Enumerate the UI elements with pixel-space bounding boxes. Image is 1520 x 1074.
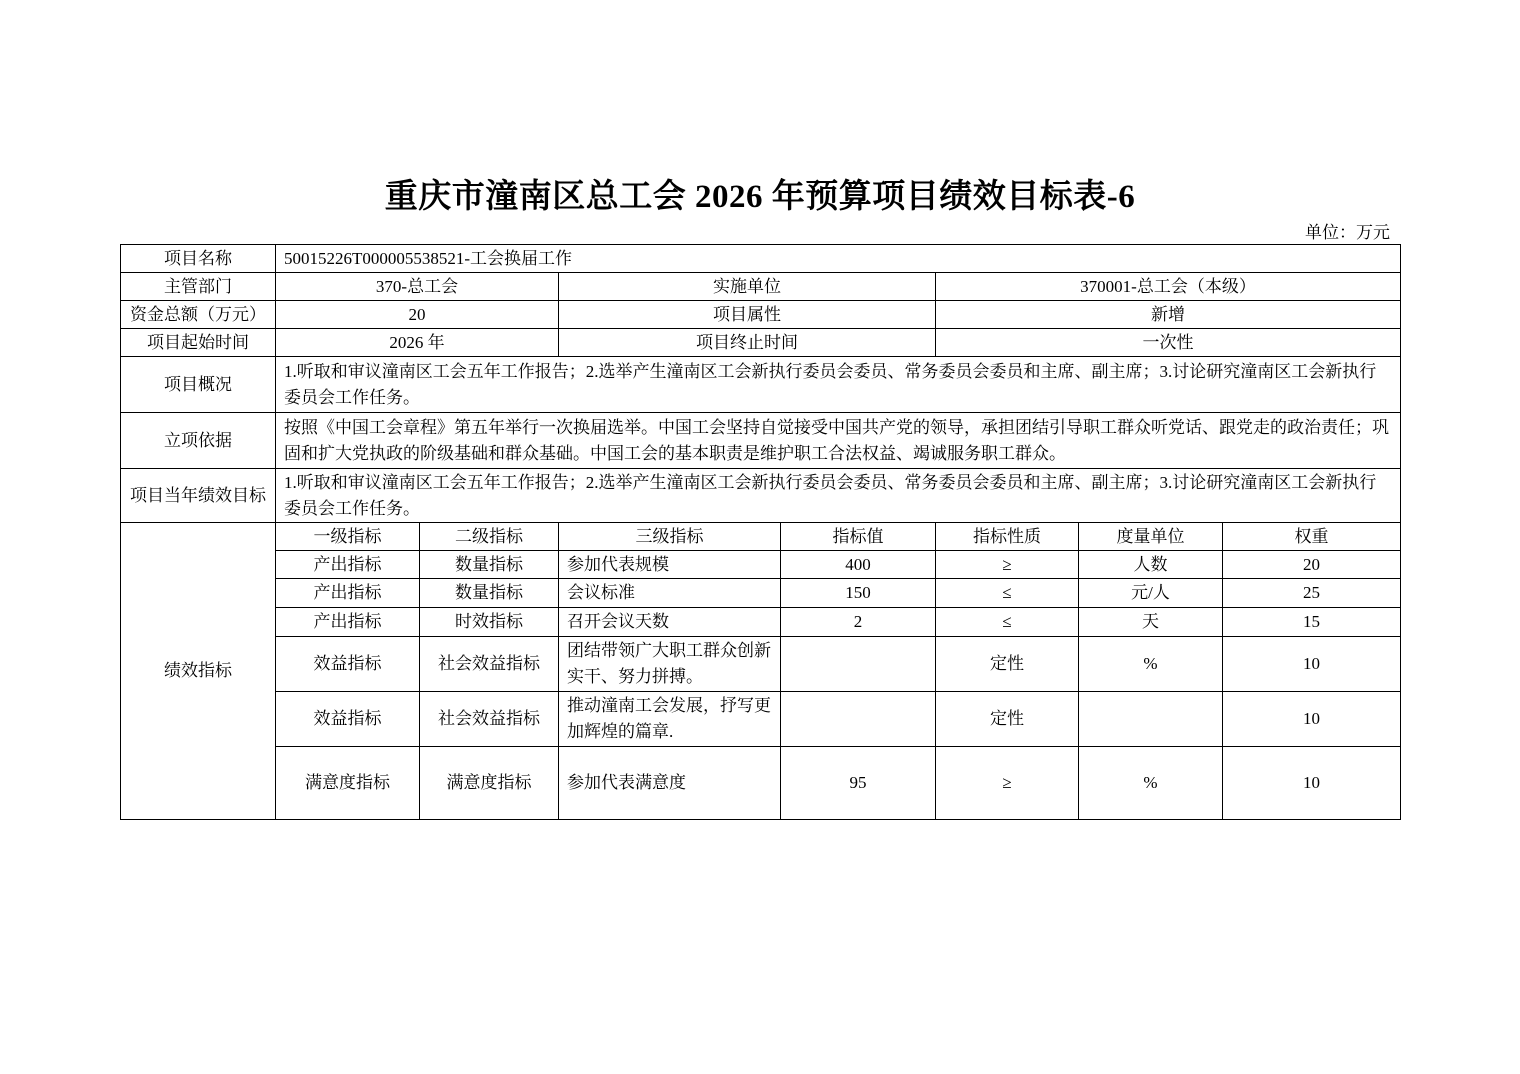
- indicator-level2: 数量指标: [420, 579, 559, 608]
- attr-label: 项目属性: [559, 301, 936, 329]
- indicator-unit: %: [1079, 637, 1223, 692]
- goal-value: 1.听取和审议潼南区工会五年工作报告；2.选举产生潼南区工会新执行委员会委员、常务委员会委员和主席、副主席；3.讨论研究潼南区工会新执行委员会工作任务。: [276, 469, 1401, 523]
- row-project-name: [121, 245, 1401, 273]
- indicator-nature: ≤: [936, 579, 1079, 608]
- indicator-nature: ≥: [936, 551, 1079, 579]
- overview-label: 项目概况: [121, 357, 276, 413]
- dept-value: 370-总工会: [276, 273, 559, 301]
- row-time: [121, 329, 1401, 357]
- indicator-level1: 满意度指标: [276, 747, 420, 820]
- indicator-row: [121, 637, 1401, 692]
- attr-value: 新增: [936, 301, 1401, 329]
- indicator-level1: 效益指标: [276, 637, 420, 692]
- header-unit: 度量单位: [1079, 523, 1223, 551]
- row-basis: [121, 413, 1401, 469]
- indicator-row: [121, 579, 1401, 608]
- indicator-level3: 参加代表规模: [559, 551, 781, 579]
- header-nature: 指标性质: [936, 523, 1079, 551]
- dept-label: 主管部门: [121, 273, 276, 301]
- basis-value: 按照《中国工会章程》第五年举行一次换届选举。中国工会坚持自觉接受中国共产党的领导，承担团结引导职工群众听党话、跟党走的政治责任；巩固和扩大党执政的阶级基础和群众基础。中国工会的基本职责是维护职工合法权益、竭诚服务职工群众。: [276, 413, 1401, 469]
- funds-label: 资金总额（万元）: [121, 301, 276, 329]
- indicator-level2: 时效指标: [420, 608, 559, 637]
- indicator-value: 400: [781, 551, 936, 579]
- indicator-row: [121, 747, 1401, 820]
- indicator-header-row: [121, 523, 1401, 551]
- indicator-weight: 10: [1223, 692, 1401, 747]
- header-level2: 二级指标: [420, 523, 559, 551]
- indicator-level2: 社会效益指标: [420, 637, 559, 692]
- indicator-weight: 10: [1223, 747, 1401, 820]
- indicator-unit: 元/人: [1079, 579, 1223, 608]
- indicator-value: [781, 637, 936, 692]
- impl-label: 实施单位: [559, 273, 936, 301]
- performance-table: [120, 244, 1401, 820]
- page-title: 重庆市潼南区总工会 2026 年预算项目绩效目标表-6: [384, 179, 1136, 215]
- unit-label: 单位：万元: [1305, 223, 1390, 242]
- indicator-value: 150: [781, 579, 936, 608]
- indicator-level1: 效益指标: [276, 692, 420, 747]
- indicator-nature: ≥: [936, 747, 1079, 820]
- indicator-level2: 社会效益指标: [420, 692, 559, 747]
- indicator-row: [121, 692, 1401, 747]
- indicator-unit: %: [1079, 747, 1223, 820]
- indicator-level3: 会议标准: [559, 579, 781, 608]
- indicator-nature: 定性: [936, 692, 1079, 747]
- indicator-nature: ≤: [936, 608, 1079, 637]
- row-dept: [121, 273, 1401, 301]
- goal-label: 项目当年绩效目标: [121, 469, 276, 523]
- indicator-level2: 数量指标: [420, 551, 559, 579]
- indicator-nature: 定性: [936, 637, 1079, 692]
- overview-value: 1.听取和审议潼南区工会五年工作报告；2.选举产生潼南区工会新执行委员会委员、常务委员会委员和主席、副主席；3.讨论研究潼南区工会新执行委员会工作任务。: [276, 357, 1401, 413]
- indicator-weight: 10: [1223, 637, 1401, 692]
- header-level1: 一级指标: [276, 523, 420, 551]
- end-label: 项目终止时间: [559, 329, 936, 357]
- basis-label: 立项依据: [121, 413, 276, 469]
- indicator-level2: 满意度指标: [420, 747, 559, 820]
- start-value: 2026 年: [276, 329, 559, 357]
- indicator-unit: [1079, 692, 1223, 747]
- header-value: 指标值: [781, 523, 936, 551]
- indicator-row: [121, 551, 1401, 579]
- indicator-level3: 推动潼南工会发展，抒写更加辉煌的篇章.: [559, 692, 781, 747]
- funds-value: 20: [276, 301, 559, 329]
- start-label: 项目起始时间: [121, 329, 276, 357]
- end-value: 一次性: [936, 329, 1401, 357]
- impl-value: 370001-总工会（本级）: [936, 273, 1401, 301]
- header-weight: 权重: [1223, 523, 1401, 551]
- indicator-weight: 25: [1223, 579, 1401, 608]
- indicator-row: [121, 608, 1401, 637]
- project-name-label: 项目名称: [121, 245, 276, 273]
- indicator-level3: 参加代表满意度: [559, 747, 781, 820]
- row-goal: [121, 469, 1401, 523]
- indicator-unit: 人数: [1079, 551, 1223, 579]
- indicator-weight: 20: [1223, 551, 1401, 579]
- row-funds: [121, 301, 1401, 329]
- indicator-level1: 产出指标: [276, 608, 420, 637]
- indicator-value: 2: [781, 608, 936, 637]
- indicator-value: [781, 692, 936, 747]
- header-level3: 三级指标: [559, 523, 781, 551]
- indicator-level3: 团结带领广大职工群众创新实干、努力拼搏。: [559, 637, 781, 692]
- row-overview: [121, 357, 1401, 413]
- indicator-weight: 15: [1223, 608, 1401, 637]
- indicator-level3: 召开会议天数: [559, 608, 781, 637]
- indicator-unit: 天: [1079, 608, 1223, 637]
- indicator-level1: 产出指标: [276, 551, 420, 579]
- indicator-value: 95: [781, 747, 936, 820]
- indicator-level1: 产出指标: [276, 579, 420, 608]
- indicators-section-label: 绩效指标: [121, 523, 276, 820]
- project-name-value: 50015226T000005538521-工会换届工作: [276, 245, 1401, 273]
